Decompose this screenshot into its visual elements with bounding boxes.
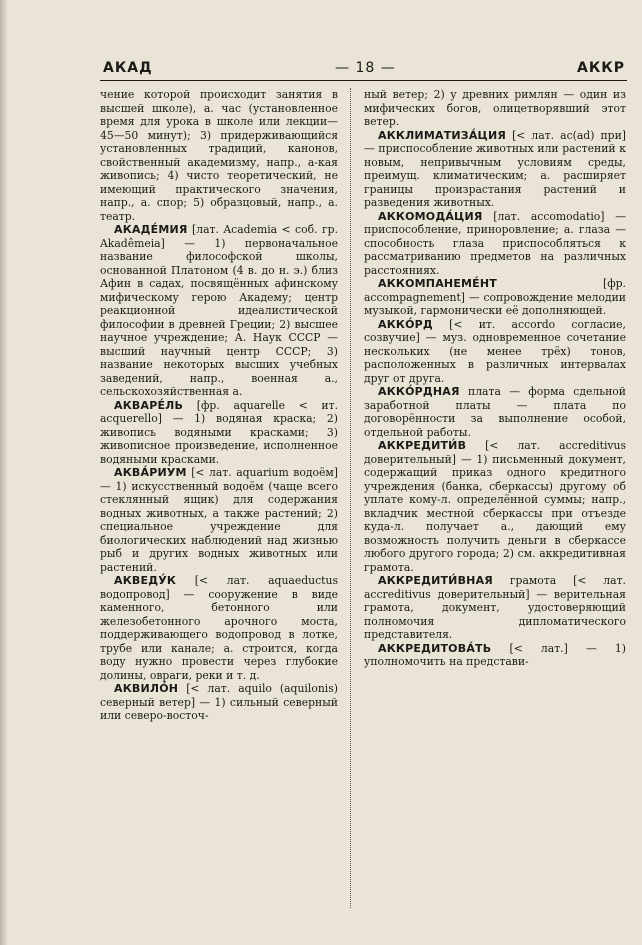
header-right-guide-word: АККР <box>577 60 625 76</box>
dictionary-entry <box>100 399 338 467</box>
entry-text: [< лат.] — 1) уполномочить на представи- <box>364 641 626 668</box>
dictionary-entry <box>100 574 338 682</box>
dictionary-entry <box>100 682 338 723</box>
dictionary-entry <box>364 574 626 642</box>
entry-headword: АККОМОДА́ЦИЯ <box>378 209 483 223</box>
dictionary-entry <box>364 129 626 210</box>
page-number: — 18 — <box>335 60 396 76</box>
entry-headword: АКВА́РИУМ <box>114 466 187 479</box>
entry-headword: АККРЕДИТИ́В <box>378 439 467 452</box>
entry-text: чение которой происходит занятия в высшей школе), а. час (установленное время для урока в школе или лекции—45—50 минут); 3) придерживающийся установленных традиций, канонов, свойственный академизму, напр., а-кая живопись; 4) чисто теоретический, не имеющий практического значения, напр., а. спор; 5) образцовый, напр., а. театр. <box>100 88 338 223</box>
page-header <box>103 58 625 80</box>
dictionary-entry <box>364 210 626 278</box>
column-divider <box>350 88 351 908</box>
dictionary-entry <box>364 88 626 129</box>
dictionary-entry <box>100 88 338 223</box>
entry-headword: АККЛИМАТИЗА́ЦИЯ <box>378 128 507 142</box>
right-column <box>364 88 626 669</box>
entry-headword: АККО́РДНАЯ <box>378 385 460 398</box>
entry-text: [< лат. aquaeductus водопровод] — сооружение в виде каменного, бетонного или железобетонного арочного моста, поддерживающего водопровод в лотке, трубе или канале; а. строится, когда воду нужно провести через глубокие долины, овраги, реки и т. д. <box>100 574 338 682</box>
dictionary-entry <box>364 318 626 386</box>
entry-headword: АКВИЛО́Н <box>114 682 179 695</box>
header-left-guide-word: АКАД <box>103 60 153 76</box>
entry-headword: АККО́РД <box>378 317 433 331</box>
entry-text: [< лат. aquarium водоём] — 1) искусственный водоём (чаще всего стеклянный ящик) для содержания водных животных, а также растений; 2) специальное учреждение для биологических наблюдений над жизнью рыб и других водных животных или растений. <box>100 466 338 574</box>
dictionary-entry <box>100 466 338 574</box>
entry-headword: АКАДЕ́МИЯ <box>114 223 188 236</box>
entry-text: [< ит. accordo согласие, созвучие] — муз. одновременное сочетание нескольких (не менее трёх) тонов, расположенных в различных интервалах друг от друга. <box>364 317 626 385</box>
entry-text: грамота [< лат. accreditivus доверительный] — верительная грамота, документ, удостоверяющий полномочия дипломатического представителя. <box>364 574 626 641</box>
dictionary-entry <box>100 223 338 399</box>
left-column <box>100 88 338 723</box>
entry-text: [фр. accompagnement] — сопровождение мелодии музыкой, гармонически её дополняющей. <box>364 277 626 317</box>
entry-text: [лат. Academia < соб. гр. Akadêmeia] — 1) первоначальное название философской школы, основанной Платоном (4 в. до н. э.) близ Афин в садах, посвящённых афинскому мифическому герою Академу; центр реакционной идеалистической философии в древней Греции; 2) высшее научное учреждение; А. Наук СССР — высший научный центр СССР; 3) название некоторых высших учебных заведений, напр., военная а., сельскохозяйственная а. <box>100 223 338 398</box>
dictionary-entry <box>364 439 626 574</box>
entry-text: [< лат. ac(ad) при] — приспособление животных или растений к новым, непривычным условиям среды, преимущ. климатическим; а. расширяет границы произрастания растений и разведения животных. <box>364 128 626 209</box>
entry-text: [лат. accomodatio] — приспособление, приноровление; а. глаза — способность глаза приспособляться к рассматриванию предметов на различных расстояниях. <box>364 209 626 277</box>
entry-headword: АКВЕДУ́К <box>114 574 177 587</box>
dictionary-entry <box>364 277 626 318</box>
entry-headword: АККОМПАНЕМЕ́НТ <box>378 277 498 290</box>
page-binding-shadow <box>0 0 8 945</box>
entry-text: [< лат. aquilo (aquilonis) северный ветер] — 1) сильный северный или северо-восточ- <box>100 682 338 722</box>
header-rule <box>100 80 627 81</box>
entry-headword: АККРЕДИТОВА́ТЬ <box>378 641 492 655</box>
dictionary-entry <box>364 642 626 669</box>
entry-headword: АККРЕДИТИ́ВНАЯ <box>378 574 493 587</box>
entry-text: [< лат. accreditivus доверительный] — 1) письменный документ, содержащий приказ одного кредитного учреждения (банка, сберкассы) другому об уплате кому-л. определённой суммы; напр., вкладчик местной сберкассы при отъезде куда-л. получает а., дающий ему возможность получить деньги в сберкассе любого другого города; 2) см. аккредитивная грамота. <box>364 439 626 574</box>
entry-headword: АКВАРЕ́ЛЬ <box>114 398 184 412</box>
entry-text: ный ветер; 2) у древних римлян — один из мифических богов, олицетворявший этот ветер. <box>364 88 626 128</box>
entry-text: плата — форма сдельной заработной платы — плата по договорённости за выполнение особой, отдельной работы. <box>364 385 626 439</box>
dictionary-entry <box>364 385 626 439</box>
entry-text: [фр. aquarelle < ит. acquerello] — 1) водяная краска; 2) живопись водяными красками; 3) живописное произведение, исполненное водяными красками. <box>100 398 338 466</box>
